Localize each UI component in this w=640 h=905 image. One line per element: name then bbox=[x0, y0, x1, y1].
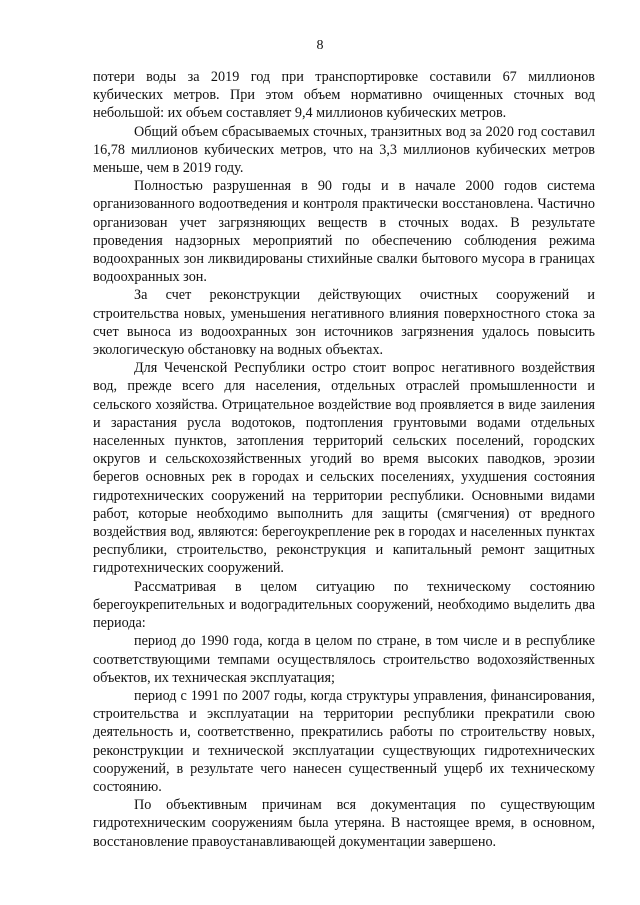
paragraph-period-1991-2007: период с 1991 по 2007 годы, когда структуры управления, финансирования, строительства и эксплуатации на территории республики прекратили свою деятельность и, соответственно, прекратились работы по строительству новых, реконструкции и технической эксплуатации существующих гидротехнических сооружений, в результате чего нанесен существенный ущерб их техническому состоянию. bbox=[93, 687, 595, 795]
paragraph-period-before-1990: период до 1990 года, когда в целом по стране, в том числе и в республике соответствующими темпами осуществлялось строительство водохозяйственных объектов, их техническая эксплуатация; bbox=[93, 633, 595, 686]
page-number: 8 bbox=[316, 38, 324, 53]
paragraph-drainage-system: Полностью разрушенная в 90 годы и в начале 2000 годов система организованного водоотведения и контроля практически восстановлена. Частично организован учет загрязняющих веществ в сточных водах. В результате проведения надзорных мероприятий по обеспечению соблюдения режима водоохранных зон ликвидированы стихийные свалки бытового мусора в границах водоохранных зон. bbox=[93, 178, 595, 286]
paragraph-documentation: По объективным причинам вся документация по существующим гидротехническим сооружениям была утеряна. В настоящее время, в основном, восстановление правоустанавливающей документации завершено. bbox=[93, 797, 595, 850]
paragraph-reconstruction: За счет реконструкции действующих очистных сооружений и строительства новых, уменьшения негативного влияния поверхностного стока за счет выноса из водоохранных зон источников загрязнения удалось повысить экологическую обстановку на водных объектах. bbox=[93, 287, 595, 359]
paragraph-negative-impact: Для Чеченской Республики остро стоит вопрос негативного воздействия вод, прежде всего для населения, отдельных отраслей промышленности и сельского хозяйства. Отрицательное воздействие вод проявляется в виде заиления и зарастания русла водотоков, подтопления грунтовыми водами отдельных населенных пунктов, затопления территорий сельских поселений, городских округов и сельскохозяйственных угодий во время высоких паводков, эрозии берегов основных рек в городах и сельских поселениях, ухудшения состояния гидротехнических сооружений на территории республики. Основными видами работ, которые необходимо выполнить для защиты (смягчения) от вредного воздействия вод, являются: берегоукрепление рек в городах и населенных пунктах республики, строительство, реконструкция и капитальный ремонт защитных гидротехнических сооружений. bbox=[93, 360, 595, 577]
paragraph-wastewater-volume: Общий объем сбрасываемых сточных, транзитных вод за 2020 год составил 16,78 миллионов кубических метров, что на 3,3 миллионов кубических метров меньше, чем в 2019 году. bbox=[93, 123, 595, 177]
body-text bbox=[93, 68, 595, 851]
paragraph-two-periods: Рассматривая в целом ситуацию по техническому состоянию берегоукрепительных и водоградительных сооружений, необходимо выделить два периода: bbox=[93, 578, 595, 632]
paragraph-water-losses: потери воды за 2019 год при транспортировке составили 67 миллионов кубических метров. При этом объем нормативно очищенных сточных вод небольшой: их объем составляет 9,4 миллионов кубических метров. bbox=[93, 69, 595, 122]
